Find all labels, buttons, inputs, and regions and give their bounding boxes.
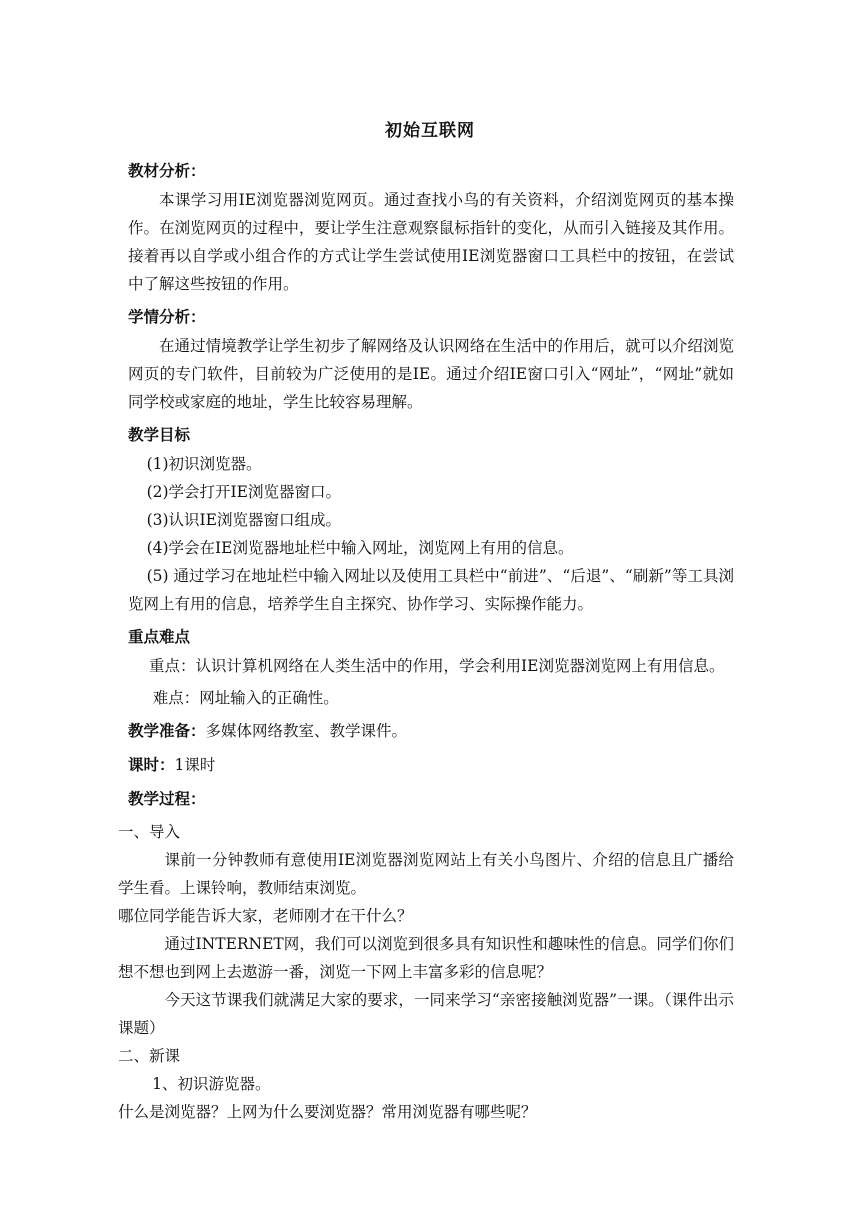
- preparation-line: [128, 716, 734, 746]
- goal-item-5: (5) 通过学习在地址栏中输入网址以及使用工具栏中“前进”、“后退”、“刷新”等工具浏览网上有用的信息，培养学生自主探究、协作学习、实际操作能力。: [128, 567, 734, 613]
- part1-title: 一、导入: [118, 823, 181, 841]
- goal-item-4: (4)学会在IE浏览器地址栏中输入网址，浏览网上有用的信息。: [146, 539, 574, 557]
- student-analysis-heading: 学情分析：: [128, 308, 206, 326]
- document-title: 初始互联网: [385, 121, 475, 141]
- part1-paragraph-2: 通过INTERNET网，我们可以浏览到很多具有知识性和趣味性的信息。同学们你们想不想也到网上去遨游一番，浏览一下网上丰富多彩的信息呢？: [118, 935, 734, 981]
- part1-paragraph-3: 今天这节课我们就满足大家的要求，一同来学习“亲密接触浏览器”一课。（课件出示课题）: [118, 991, 734, 1037]
- hours-heading: 课时：: [128, 756, 175, 774]
- part1-paragraph-1: 课前一分钟教师有意使用IE浏览器浏览网站上有关小鸟图片、介绍的信息且广播给学生看。上课铃响，教师结束浏览。: [118, 851, 734, 897]
- goal-item-1: (1)初识浏览器。: [146, 455, 262, 473]
- part2-question: 什么是浏览器？上网为什么要浏览器？常用浏览器有哪些呢？: [118, 1103, 537, 1121]
- hours-line: [128, 750, 734, 780]
- part2-title: 二、新课: [118, 1047, 181, 1065]
- student-analysis-text: 在通过情境教学让学生初步了解网络及认识网络在生活中的作用后，就可以介绍浏览网页的专门软件，目前较为广泛使用的是IE。通过介绍IE窗口引入“网址”，“网址”就如同学校或家庭的地址，学生比较容易理解。: [128, 337, 734, 411]
- goal-item-2: (2)学会打开IE浏览器窗口。: [146, 483, 341, 501]
- textbook-analysis-heading: 教材分析：: [128, 162, 206, 180]
- process-heading: 教学过程：: [128, 790, 206, 808]
- goal-item-3: (3)认识IE浏览器窗口组成。: [146, 511, 341, 529]
- difficulty-text: 难点：网址输入的正确性。: [152, 689, 339, 707]
- key-points-heading: 重点难点: [128, 628, 191, 646]
- textbook-analysis-text: 本课学习用IE浏览器浏览网页。通过查找小鸟的有关资料，介绍浏览网页的基本操作。在浏览网页的过程中，要让学生注意观察鼠标指针的变化，从而引入链接及其作用。接着再以自学或小组合作的方式让学生尝试使用IE浏览器窗口工具栏中的按钮，在尝试中了解这些按钮的作用。: [128, 191, 734, 293]
- preparation-heading: 教学准备：: [128, 722, 206, 740]
- hours-value: 1课时: [174, 756, 216, 774]
- document-body: [118, 156, 734, 1126]
- part2-item-1: 1、初识游览器。: [152, 1075, 271, 1093]
- key-point-text: 重点：认识计算机网络在人类生活中的作用，学会利用IE浏览器浏览网上有用信息。: [149, 657, 725, 675]
- teaching-goals-heading: 教学目标: [128, 426, 191, 444]
- part1-question: 哪位同学能告诉大家，老师刚才在干什么？: [118, 907, 413, 925]
- preparation-value: 多媒体网络教室、教学课件。: [205, 722, 408, 740]
